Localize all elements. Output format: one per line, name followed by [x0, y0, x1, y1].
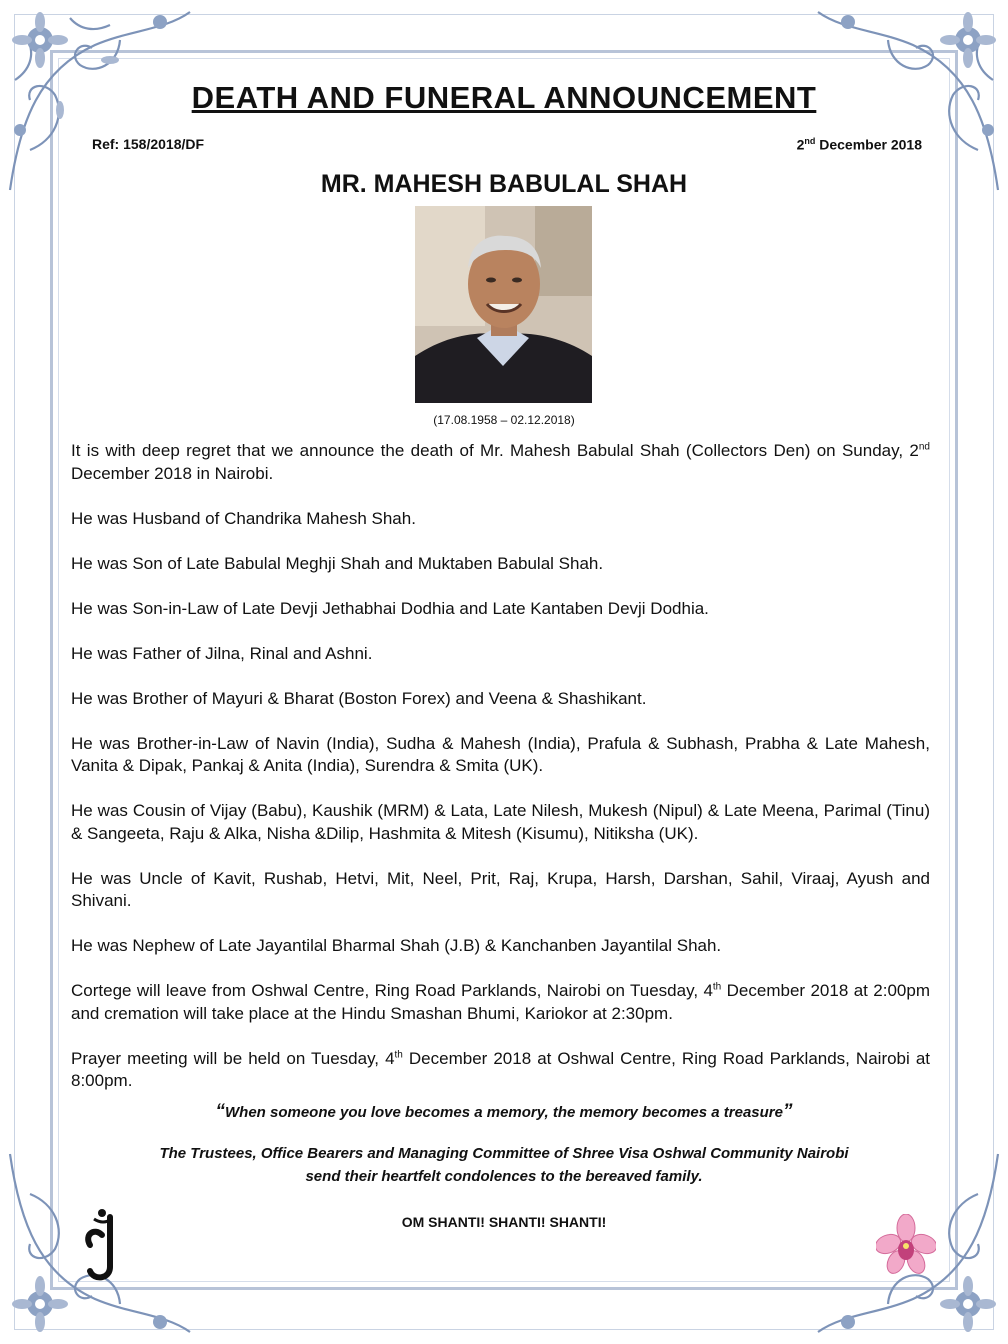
paragraph-death-notice-sup: nd	[918, 441, 930, 453]
paragraph-son: He was Son of Late Babulal Meghji Shah and Muktaben Babulal Shah.	[71, 553, 604, 573]
deceased-name: MR. MAHESH BABULAL SHAH	[320, 170, 688, 198]
quote-text: When someone you love becomes a memory, the memory becomes a treasure	[225, 1104, 783, 1121]
paragraph-prayer-text-b: December 2018 at Oshwal Centre, Ring Road Parklands, Nairobi at 8:00pm.	[71, 1048, 930, 1090]
paragraph-father: He was Father of Jilna, Rinal and Ashni.	[71, 643, 373, 663]
date-day: 2	[796, 136, 805, 153]
paragraph-death-notice-text-a: It is with deep regret that we announce the death of Mr. Mahesh Babulal Shah (Collectors Den) on Sunday, 2	[71, 441, 919, 460]
page-title: DEATH AND FUNERAL ANNOUNCEMENT	[191, 80, 817, 115]
jain-symbol-icon	[80, 1205, 130, 1285]
date-rest: December 2018	[815, 136, 922, 153]
orchid-flower-icon	[876, 1214, 936, 1278]
paragraph-death-notice	[71, 440, 930, 485]
paragraph-cortege	[71, 980, 930, 1025]
announcement-date	[797, 136, 922, 153]
portrait-photo	[415, 206, 592, 403]
paragraph-cortege-text-a: Cortege will leave from Oshwal Centre, Ring Road Parklands, Nairobi on Tuesday, 4	[71, 981, 713, 1000]
paragraph-cortege-sup: th	[712, 981, 722, 993]
portrait-illustration	[415, 206, 592, 403]
quote-open-mark: “	[215, 1101, 225, 1122]
memorial-quote	[0, 1101, 1008, 1123]
condolence-line-1: The Trustees, Office Bearers and Managing Committee of Shree Visa Oshwal Community Nairobi	[159, 1145, 849, 1162]
paragraph-brother: He was Brother of Mayuri & Bharat (Boston Forex) and Veena & Shashikant.	[71, 688, 647, 708]
paragraph-prayer-meeting	[71, 1048, 930, 1093]
condolence-line-2: send their heartfelt condolences to the bereaved family.	[305, 1168, 703, 1185]
paragraph-nephew: He was Nephew of Late Jayantilal Bharmal Shah (J.B) & Kanchanben Jayantilal Shah.	[71, 936, 722, 955]
paragraph-cousin: He was Cousin of Vijay (Babu), Kaushik (MRM) & Lata, Late Nilesh, Mukesh (Nipul) & Late Meena, Parimal (Tinu) & Sangeeta, Raju & Alka, Nisha &Dilip, Hashmita & Mitesh (Kisumu), Nitiksha (UK).	[71, 801, 930, 843]
paragraph-prayer-text-a: Prayer meeting will be held on Tuesday, 4	[71, 1048, 395, 1068]
reference-number: Ref: 158/2018/DF	[92, 136, 205, 152]
quote-close-mark: ”	[782, 1101, 793, 1122]
paragraph-uncle: He was Uncle of Kavit, Rushab, Hetvi, Mit, Neel, Prit, Raj, Krupa, Harsh, Darshan, Sahil, Viraaj, Ayush and Shivani.	[71, 868, 930, 910]
om-shanti-closing: OM SHANTI! SHANTI! SHANTI!	[401, 1214, 607, 1230]
paragraph-death-notice-text-b: December 2018 in Nairobi.	[71, 463, 274, 483]
paragraph-son-in-law: He was Son-in-Law of Late Devji Jethabhai Dodhia and Late Kantaben Devji Dodhia.	[71, 598, 709, 618]
lifespan-dates: (17.08.1958 – 02.12.2018)	[433, 413, 575, 427]
announcement-body	[71, 440, 930, 1115]
date-suffix: nd	[804, 136, 816, 146]
condolence-message	[0, 1142, 1008, 1188]
paragraph-husband: He was Husband of Chandrika Mahesh Shah.	[71, 508, 416, 528]
paragraph-cortege-text-b: December 2018 at 2:00pm and cremation will take place at the Hindu Smashan Bhumi, Kariokor at 2:30pm.	[71, 981, 930, 1023]
paragraph-prayer-sup: th	[394, 1048, 403, 1060]
paragraph-brother-in-law: He was Brother-in-Law of Navin (India), Sudha & Mahesh (India), Prafula & Subhash, Prabha & Late Mahesh, Vanita & Dipak, Pankaj & Anita (India), Surendra & Smita (UK).	[71, 733, 930, 775]
